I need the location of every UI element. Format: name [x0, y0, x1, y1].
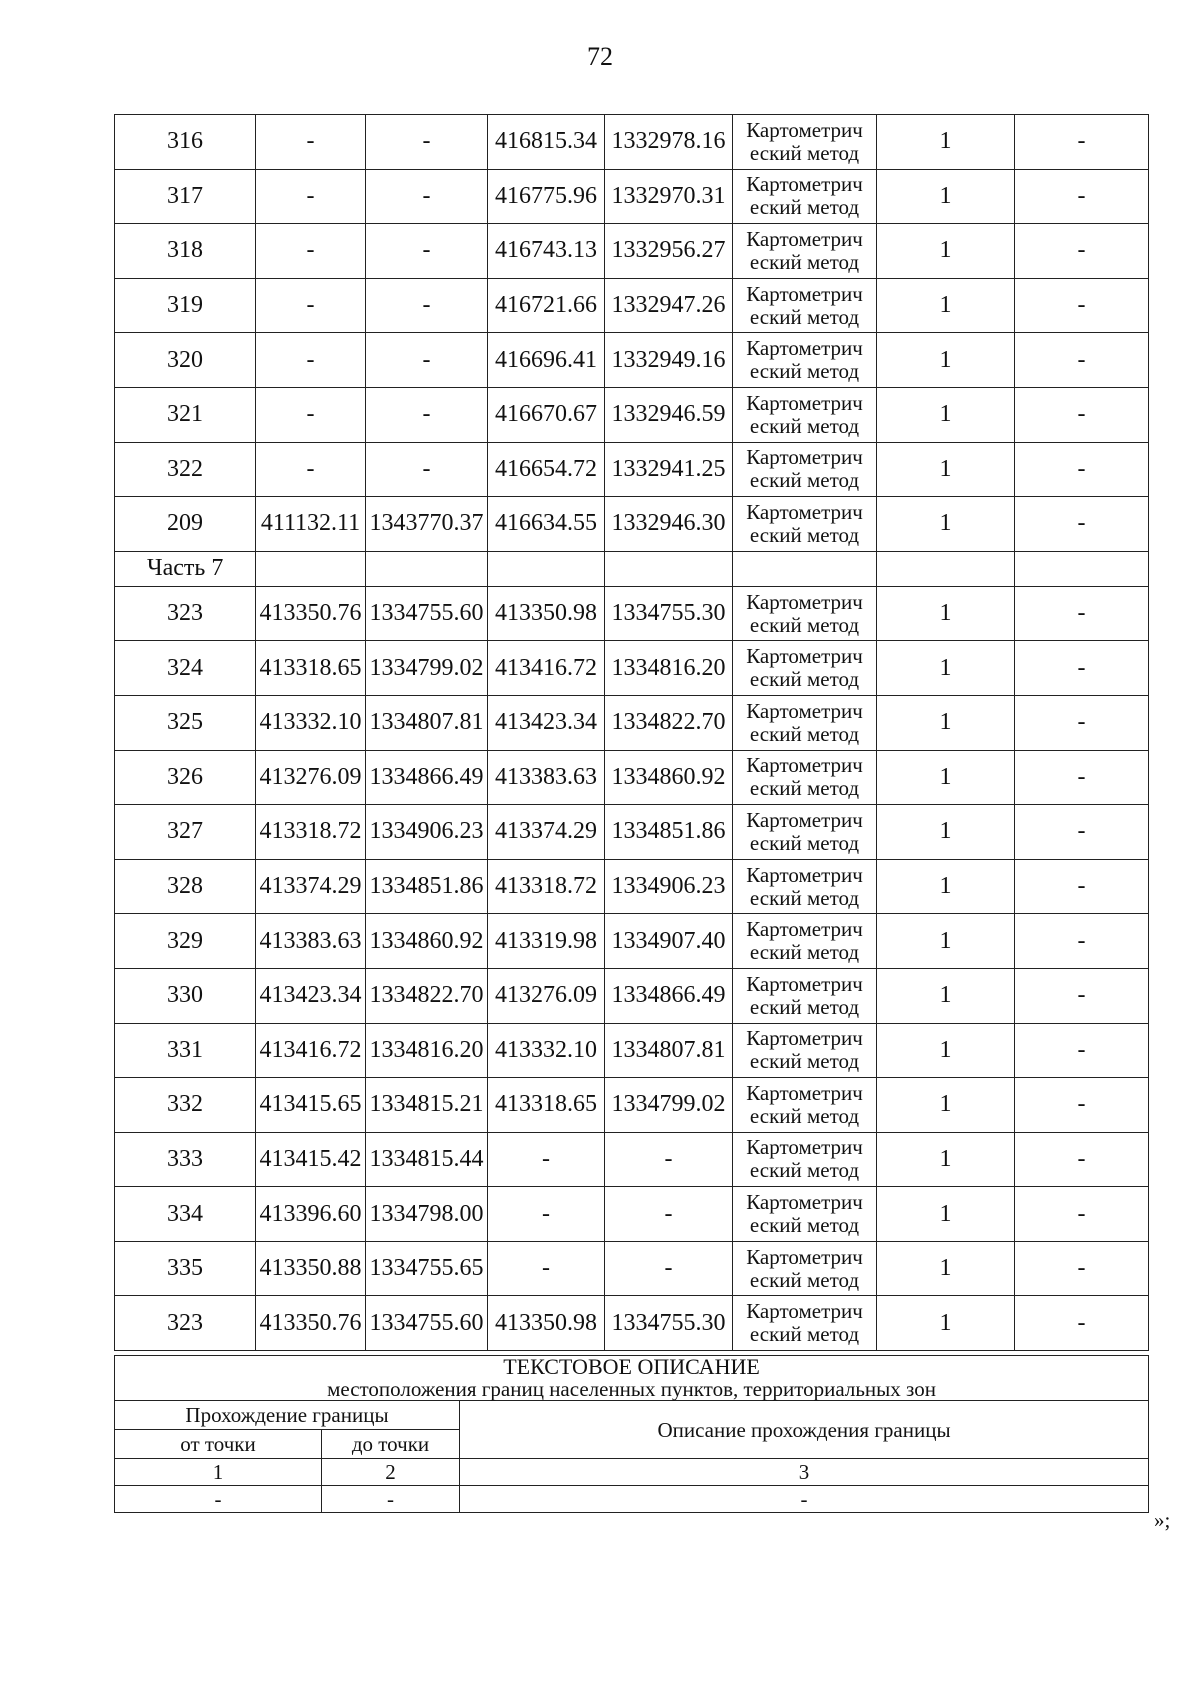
cell-point: 328 [115, 859, 256, 914]
cell-x-old: 413374.29 [256, 859, 366, 914]
table-row [115, 224, 1149, 279]
cell-x-new: 416775.96 [488, 169, 605, 224]
method-line-1: Картометрич [746, 336, 863, 361]
cell-x-old: - [256, 442, 366, 497]
cell-accuracy: 1 [877, 641, 1015, 696]
page-number: 72 [587, 42, 613, 71]
cell-method [733, 278, 877, 333]
cell-extra: - [1015, 695, 1149, 750]
description-to-cell: - [322, 1486, 460, 1513]
cell-extra: - [1015, 169, 1149, 224]
cell-x-old: 413350.88 [256, 1241, 366, 1296]
cell-accuracy: 1 [877, 1132, 1015, 1187]
method-line-2: еский метод [749, 1322, 860, 1347]
cell-extra: - [1015, 914, 1149, 969]
cell-y-old: 1334755.60 [366, 586, 488, 641]
cell-point: 334 [115, 1187, 256, 1242]
cell-x-new: 416654.72 [488, 442, 605, 497]
method-line-1: Картометрич [746, 698, 863, 723]
cell-x-new: 413276.09 [488, 968, 605, 1023]
cell-x-old: 413332.10 [256, 695, 366, 750]
cell-x-new: 416670.67 [488, 387, 605, 442]
cell-x-old: 413276.09 [256, 750, 366, 805]
cell-x-old: - [256, 333, 366, 388]
cell-y-old: 1334807.81 [366, 695, 488, 750]
cell-x-old: 413415.42 [256, 1132, 366, 1187]
cell-x-new: - [488, 1132, 605, 1187]
cell-y-new: 1332946.59 [605, 387, 733, 442]
cell-x-old: - [256, 224, 366, 279]
method-line-1: Картометрич [746, 1299, 863, 1324]
cell-extra: - [1015, 333, 1149, 388]
cell-y-new: 1332949.16 [605, 333, 733, 388]
cell-method [733, 1187, 877, 1242]
cell-x-old: 413383.63 [256, 914, 366, 969]
cell-point: 317 [115, 169, 256, 224]
cell-extra: - [1015, 387, 1149, 442]
cell-accuracy: 1 [877, 750, 1015, 805]
cell-x-old: 413318.72 [256, 805, 366, 860]
cell-accuracy: 1 [877, 586, 1015, 641]
method-line-1: Картометрич [746, 445, 863, 470]
cell-x-old: 413415.65 [256, 1078, 366, 1133]
table-row [115, 968, 1149, 1023]
cell-point: 322 [115, 442, 256, 497]
cell-y-new: 1332978.16 [605, 115, 733, 170]
cell-accuracy: 1 [877, 914, 1015, 969]
method-line-2: еский метод [749, 359, 860, 384]
cell-x-new: 416696.41 [488, 333, 605, 388]
cell-x-new: 416815.34 [488, 115, 605, 170]
cell-accuracy: 1 [877, 1296, 1015, 1351]
cell-point: 323 [115, 1296, 256, 1351]
table-row [115, 695, 1149, 750]
cell-point: 209 [115, 497, 256, 552]
method-line-1: Картометрич [746, 226, 863, 251]
cell-y-old: 1334799.02 [366, 641, 488, 696]
cell-method [733, 1132, 877, 1187]
empty-cell [256, 551, 366, 586]
cell-x-old: - [256, 278, 366, 333]
cell-x-old: 413318.65 [256, 641, 366, 696]
cell-x-new: 413318.72 [488, 859, 605, 914]
cell-y-new: 1332947.26 [605, 278, 733, 333]
table-row [115, 1078, 1149, 1133]
description-text-cell: - [460, 1486, 1149, 1513]
header-to-point: до точки [322, 1430, 460, 1459]
cell-y-new: 1334851.86 [605, 805, 733, 860]
cell-x-new: - [488, 1187, 605, 1242]
cell-accuracy: 1 [877, 805, 1015, 860]
method-line-2: еский метод [749, 994, 860, 1019]
cell-y-new: 1334906.23 [605, 859, 733, 914]
cell-extra: - [1015, 1078, 1149, 1133]
table-row [115, 497, 1149, 552]
cell-y-old: 1334755.60 [366, 1296, 488, 1351]
cell-y-old: - [366, 169, 488, 224]
cell-accuracy: 1 [877, 859, 1015, 914]
cell-x-new: - [488, 1241, 605, 1296]
cell-accuracy: 1 [877, 442, 1015, 497]
cell-y-new: 1334907.40 [605, 914, 733, 969]
cell-extra: - [1015, 1296, 1149, 1351]
method-line-1: Картометрич [746, 971, 863, 996]
table-row [115, 1132, 1149, 1187]
cell-point: 316 [115, 115, 256, 170]
cell-x-new: 413383.63 [488, 750, 605, 805]
empty-cell [605, 551, 733, 586]
method-line-2: еский метод [749, 940, 860, 965]
cell-accuracy: 1 [877, 1078, 1015, 1133]
method-line-2: еский метод [749, 468, 860, 493]
method-line-1: Картометрич [746, 1135, 863, 1160]
cell-method [733, 805, 877, 860]
method-line-1: Картометрич [746, 1190, 863, 1215]
description-from-cell: - [115, 1486, 322, 1513]
cell-extra: - [1015, 750, 1149, 805]
empty-cell [733, 551, 877, 586]
cell-y-new: 1332970.31 [605, 169, 733, 224]
cell-y-new: 1334816.20 [605, 641, 733, 696]
text-description-table [114, 1355, 1149, 1513]
cell-extra: - [1015, 1132, 1149, 1187]
cell-y-new: 1332946.30 [605, 497, 733, 552]
cell-x-new: 413423.34 [488, 695, 605, 750]
method-line-1: Картометрич [746, 1080, 863, 1105]
cell-extra: - [1015, 586, 1149, 641]
cell-x-old: 411132.11 [256, 497, 366, 552]
cell-point: 330 [115, 968, 256, 1023]
cell-y-new: - [605, 1132, 733, 1187]
cell-y-old: 1334866.49 [366, 750, 488, 805]
text-description-subtitle: местоположения границ населенных пунктов, территориальных зон [327, 1377, 936, 1401]
cell-extra: - [1015, 442, 1149, 497]
cell-extra: - [1015, 805, 1149, 860]
cell-y-old: - [366, 278, 488, 333]
cell-x-new: 413319.98 [488, 914, 605, 969]
method-line-2: еский метод [749, 830, 860, 855]
cell-accuracy: 1 [877, 1023, 1015, 1078]
cell-extra: - [1015, 968, 1149, 1023]
cell-x-new: 413374.29 [488, 805, 605, 860]
cell-extra: - [1015, 1187, 1149, 1242]
cell-y-new: - [605, 1187, 733, 1242]
cell-extra: - [1015, 497, 1149, 552]
method-line-2: еский метод [749, 1103, 860, 1128]
table-row [115, 641, 1149, 696]
cell-method [733, 695, 877, 750]
cell-method [733, 387, 877, 442]
cell-point: 333 [115, 1132, 256, 1187]
cell-method [733, 497, 877, 552]
method-line-1: Картометрич [746, 499, 863, 524]
cell-method [733, 1023, 877, 1078]
cell-y-old: - [366, 115, 488, 170]
cell-y-new: 1332956.27 [605, 224, 733, 279]
cell-point: 318 [115, 224, 256, 279]
method-line-1: Картометрич [746, 390, 863, 415]
cell-point: 326 [115, 750, 256, 805]
cell-method [733, 750, 877, 805]
cell-y-old: 1334816.20 [366, 1023, 488, 1078]
cell-point: 327 [115, 805, 256, 860]
table-row [115, 169, 1149, 224]
cell-x-old: 413350.76 [256, 1296, 366, 1351]
cell-accuracy: 1 [877, 224, 1015, 279]
cell-point: 319 [115, 278, 256, 333]
cell-accuracy: 1 [877, 497, 1015, 552]
cell-method [733, 586, 877, 641]
cell-method [733, 1078, 877, 1133]
cell-point: 325 [115, 695, 256, 750]
text-description-title-cell [115, 1356, 1149, 1401]
table-row [115, 1241, 1149, 1296]
method-line-1: Картометрич [746, 753, 863, 778]
method-line-1: Картометрич [746, 917, 863, 942]
cell-y-old: 1343770.37 [366, 497, 488, 552]
table-row [115, 914, 1149, 969]
cell-method [733, 224, 877, 279]
cell-method [733, 859, 877, 914]
cell-y-new: 1334822.70 [605, 695, 733, 750]
method-line-2: еский метод [749, 249, 860, 274]
cell-x-old: 413423.34 [256, 968, 366, 1023]
table-row [115, 1187, 1149, 1242]
cell-method [733, 169, 877, 224]
table-row [115, 1023, 1149, 1078]
method-line-2: еский метод [749, 885, 860, 910]
cell-x-new: 413350.98 [488, 1296, 605, 1351]
table-row [115, 278, 1149, 333]
column-number-1: 1 [115, 1459, 322, 1486]
cell-method [733, 1296, 877, 1351]
cell-extra: - [1015, 859, 1149, 914]
cell-y-new: 1334860.92 [605, 750, 733, 805]
text-description-title: ТЕКСТОВОЕ ОПИСАНИЕ [503, 1354, 760, 1379]
cell-point: 332 [115, 1078, 256, 1133]
table-row [115, 750, 1149, 805]
cell-method [733, 333, 877, 388]
empty-cell [1015, 551, 1149, 586]
empty-cell [877, 551, 1015, 586]
part-label: Часть 7 [115, 551, 256, 586]
method-line-1: Картометрич [746, 1026, 863, 1051]
method-line-1: Картометрич [746, 172, 863, 197]
cell-method [733, 914, 877, 969]
table-row [115, 115, 1149, 170]
empty-cell [366, 551, 488, 586]
cell-y-old: 1334798.00 [366, 1187, 488, 1242]
cell-y-old: - [366, 224, 488, 279]
cell-x-old: - [256, 169, 366, 224]
cell-accuracy: 1 [877, 387, 1015, 442]
table-row [115, 551, 1149, 586]
cell-point: 320 [115, 333, 256, 388]
cell-y-old: - [366, 387, 488, 442]
cell-y-new: 1334866.49 [605, 968, 733, 1023]
cell-point: 323 [115, 586, 256, 641]
cell-accuracy: 1 [877, 278, 1015, 333]
cell-point: 335 [115, 1241, 256, 1296]
cell-point: 321 [115, 387, 256, 442]
cell-accuracy: 1 [877, 1187, 1015, 1242]
table-row [115, 333, 1149, 388]
method-line-2: еский метод [749, 776, 860, 801]
method-line-2: еский метод [749, 667, 860, 692]
cell-extra: - [1015, 224, 1149, 279]
cell-y-old: 1334822.70 [366, 968, 488, 1023]
cell-y-old: 1334815.21 [366, 1078, 488, 1133]
cell-accuracy: 1 [877, 333, 1015, 388]
method-line-2: еский метод [749, 1213, 860, 1238]
table-row [115, 859, 1149, 914]
cell-x-old: - [256, 115, 366, 170]
cell-point: 331 [115, 1023, 256, 1078]
closing-quote-mark: »; [1154, 1508, 1171, 1532]
cell-x-new: 416721.66 [488, 278, 605, 333]
cell-method [733, 115, 877, 170]
cell-x-new: 413350.98 [488, 586, 605, 641]
method-line-1: Картометрич [746, 589, 863, 614]
header-passage: Прохождение границы [115, 1401, 460, 1430]
header-description: Описание прохождения границы [460, 1401, 1149, 1459]
method-line-2: еский метод [749, 304, 860, 329]
method-line-2: еский метод [749, 1049, 860, 1074]
cell-extra: - [1015, 1023, 1149, 1078]
cell-accuracy: 1 [877, 1241, 1015, 1296]
empty-cell [488, 551, 605, 586]
method-line-1: Картометрич [746, 807, 863, 832]
table-row [115, 586, 1149, 641]
table-row [115, 805, 1149, 860]
cell-extra: - [1015, 641, 1149, 696]
method-line-1: Картометрич [746, 117, 863, 142]
cell-y-old: 1334755.65 [366, 1241, 488, 1296]
cell-y-old: 1334851.86 [366, 859, 488, 914]
cell-x-new: 413318.65 [488, 1078, 605, 1133]
method-line-2: еский метод [749, 721, 860, 746]
cell-y-new: 1334807.81 [605, 1023, 733, 1078]
cell-accuracy: 1 [877, 695, 1015, 750]
cell-x-new: 416743.13 [488, 224, 605, 279]
cell-method [733, 641, 877, 696]
cell-point: 324 [115, 641, 256, 696]
column-number-2: 2 [322, 1459, 460, 1486]
cell-y-old: - [366, 442, 488, 497]
method-line-1: Картометрич [746, 281, 863, 306]
boundary-coordinates-table [114, 114, 1149, 1351]
cell-y-old: 1334906.23 [366, 805, 488, 860]
method-line-1: Картометрич [746, 1244, 863, 1269]
method-line-2: еский метод [749, 140, 860, 165]
method-line-1: Картометрич [746, 862, 863, 887]
column-number-3: 3 [460, 1459, 1149, 1486]
table-row [115, 1296, 1149, 1351]
cell-y-new: 1334755.30 [605, 586, 733, 641]
cell-y-old: - [366, 333, 488, 388]
method-line-2: еский метод [749, 195, 860, 220]
cell-method [733, 1241, 877, 1296]
cell-extra: - [1015, 1241, 1149, 1296]
cell-x-old: 413350.76 [256, 586, 366, 641]
cell-x-new: 413416.72 [488, 641, 605, 696]
method-line-1: Картометрич [746, 644, 863, 669]
cell-y-old: 1334860.92 [366, 914, 488, 969]
cell-y-new: 1334755.30 [605, 1296, 733, 1351]
cell-point: 329 [115, 914, 256, 969]
cell-x-new: 413332.10 [488, 1023, 605, 1078]
method-line-2: еский метод [749, 413, 860, 438]
header-from-point: от точки [115, 1430, 322, 1459]
cell-accuracy: 1 [877, 115, 1015, 170]
method-line-2: еский метод [749, 522, 860, 547]
table-row [115, 387, 1149, 442]
cell-y-new: 1334799.02 [605, 1078, 733, 1133]
cell-method [733, 968, 877, 1023]
cell-x-new: 416634.55 [488, 497, 605, 552]
cell-accuracy: 1 [877, 169, 1015, 224]
method-line-2: еский метод [749, 1158, 860, 1183]
cell-method [733, 442, 877, 497]
method-line-2: еский метод [749, 1267, 860, 1292]
cell-extra: - [1015, 278, 1149, 333]
method-line-2: еский метод [749, 612, 860, 637]
cell-y-old: 1334815.44 [366, 1132, 488, 1187]
cell-x-old: 413396.60 [256, 1187, 366, 1242]
cell-extra: - [1015, 115, 1149, 170]
cell-y-new: - [605, 1241, 733, 1296]
table-row [115, 442, 1149, 497]
cell-y-new: 1332941.25 [605, 442, 733, 497]
cell-x-old: - [256, 387, 366, 442]
cell-x-old: 413416.72 [256, 1023, 366, 1078]
cell-accuracy: 1 [877, 968, 1015, 1023]
